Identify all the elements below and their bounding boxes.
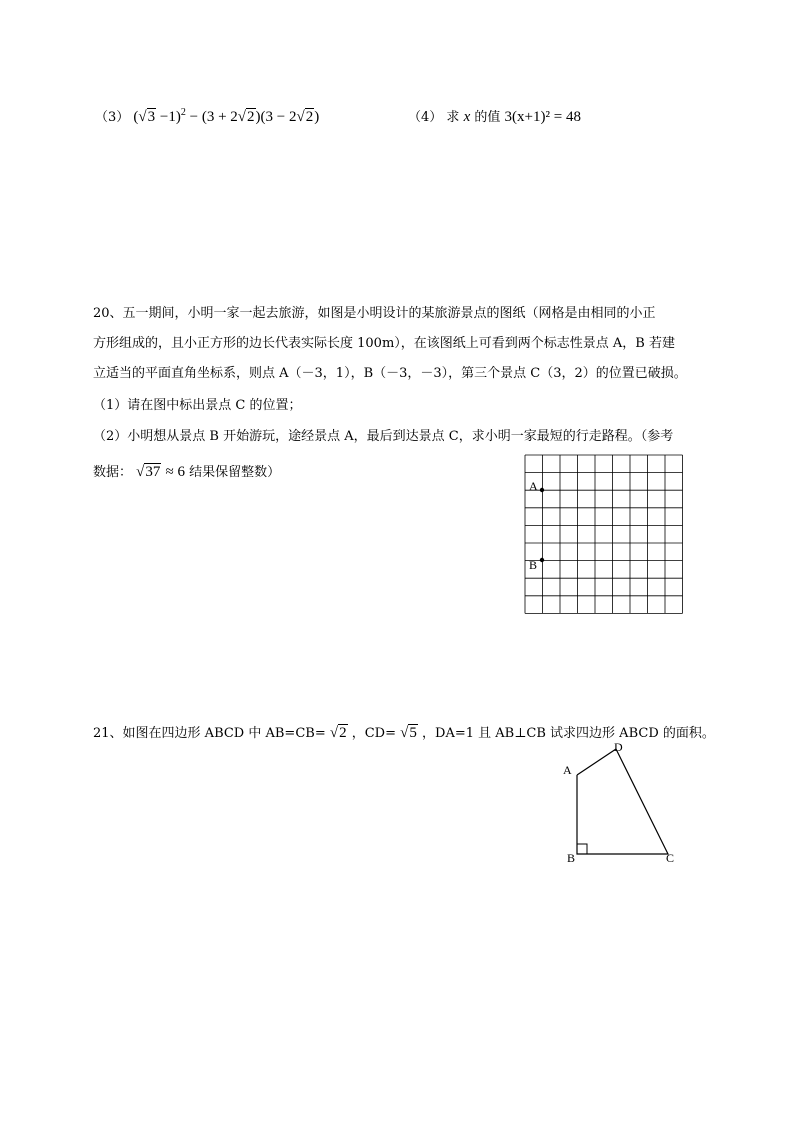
- q20-approx: ≈ 6: [165, 464, 186, 480]
- q21-label-a: A: [563, 763, 572, 777]
- q19-part4-text2: 的值: [474, 110, 501, 125]
- q20-label-b: B: [529, 558, 538, 572]
- q19-part4-variable: x: [463, 109, 471, 125]
- q21-right-angle-mark: [577, 844, 587, 854]
- q20-point-b: [540, 558, 544, 562]
- q20-line6: [93, 461, 280, 481]
- q19-part4-expression: 3(x+1)² = 48: [504, 109, 581, 125]
- q21-prefix: 21、如图在四边形 ABCD 中 AB=CB=: [93, 726, 326, 741]
- q21-sqrt2: √2: [329, 725, 347, 741]
- q21-sqrt5: √5: [400, 725, 417, 741]
- q20-label-a: A: [529, 479, 538, 493]
- q20-sqrt37: √37: [136, 464, 161, 480]
- q20-line6-prefix: 数据：: [93, 465, 133, 480]
- q20-grid: [525, 455, 683, 613]
- q21-label-d: D: [614, 740, 623, 754]
- q19-part4: [408, 106, 581, 126]
- q20-line4: （1）请在图中标出景点 C 的位置；: [93, 398, 302, 413]
- q20-line2: 方形组成的，且小正方形的边长代表实际长度 100m），在该图纸上可看到两个标志性景点 A，B 若建: [93, 336, 675, 351]
- q20-line1: 20、五一期间，小明一家一起去旅游，如图是小明设计的某旅游景点的图纸（网格是由相同的小正: [93, 306, 656, 321]
- q21-mid: ，CD=: [351, 726, 396, 741]
- q20-point-a: [540, 488, 544, 492]
- q19-part3: [95, 106, 319, 126]
- q21-quadrilateral-figure: [555, 738, 685, 868]
- q21-suffix: ，DA=1 且 AB⊥CB 试求四边形 ABCD 的面积。: [422, 726, 715, 741]
- q19-part3-number: （3）: [95, 110, 130, 125]
- q20-line5: （2）小明想从景点 B 开始游玩，途经景点 A，最后到达景点 C，求小明一家最短的行走路程。（参考: [93, 429, 674, 444]
- q19-part4-number: （4）: [408, 110, 443, 125]
- q20-line3: 立适当的平面直角坐标系，则点 A（－3，1），B（－3，－3），第三个景点 C（3，2）的位置已破损。: [93, 366, 687, 381]
- q19-part4-text: 求: [446, 110, 460, 125]
- q19-part3-expression: $(√3 -1)^2 - (3 + 2√2)(3 - 2√2)$: [133, 107, 320, 125]
- q21-label-c: C: [666, 851, 675, 865]
- q20-grid-figure: [520, 450, 690, 620]
- q21-quadrilateral: [577, 749, 668, 854]
- q21-label-b: B: [567, 851, 576, 865]
- q20-line6-suffix: 结果保留整数）: [189, 465, 281, 480]
